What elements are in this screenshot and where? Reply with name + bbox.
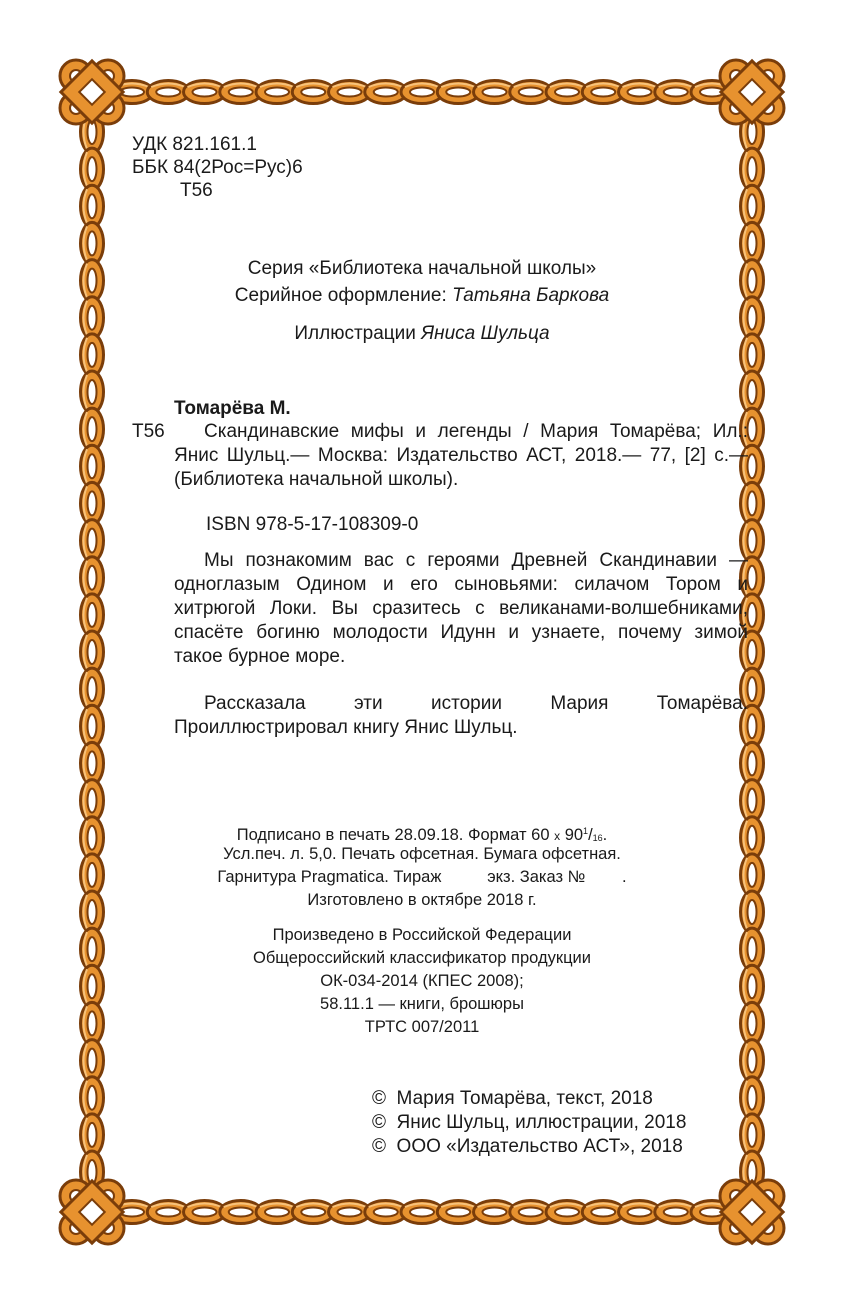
imprint-line-4: Изготовлено в октябре 2018 г. (307, 891, 537, 909)
production-line-1: Произведено в Российской Федерации (272, 926, 572, 944)
imprint-format-end: . (602, 826, 608, 844)
production-line-3: ОК-034-2014 (КПЕС 2008); (320, 972, 524, 990)
entry-description: Скандинавские мифы и легенды / Мария Томарёва; Ил.: Янис Шульц.— Москва: Издательство АСТ, 2018.— 77, [2] с.— (Библиотека начальной школы). (174, 421, 748, 490)
series-design-label: Серийное оформление: (234, 285, 453, 306)
illustrations-line (0, 322, 844, 346)
imprint-line-1: Подписано в печать 28.09.18. Формат 60 х $90^1/_{16}$. (236, 826, 608, 844)
bbk-code: ББК 84(2Рос=Рус)6 (132, 157, 303, 178)
entry-code: Т56 (132, 421, 165, 442)
series-design-line (0, 284, 844, 308)
imprint-format-90: 90 (564, 826, 584, 844)
annotation-paragraph-2: Рассказала эти истории Мария Томарёва. Проиллюстрировал книгу Янис Шульц. (174, 693, 748, 738)
production-line-4: 58.11.1 — книги, брошюры (320, 995, 524, 1013)
production-line-5: ТРТС 007/2011 (364, 1018, 480, 1036)
production-line-2: Общероссийский классификатор продукции (253, 949, 591, 967)
illustrations-name: Яниса Шульца (421, 323, 550, 344)
copyright-line-2: © Янис Шульц, иллюстрации, 2018 (372, 1112, 687, 1133)
series-line: Серия «Библиотека начальной школы» (247, 258, 597, 279)
imprint-format-x: х (554, 829, 561, 843)
copyright-line-1: © Мария Томарёва, текст, 2018 (372, 1088, 653, 1109)
entry-isbn: ISBN 978-5-17-108309-0 (206, 514, 419, 535)
imprint-line-2: Усл.печ. л. 5,0. Печать офсетная. Бумага офсетная. (223, 845, 621, 863)
annotation-paragraph-1: Мы познакомим вас с героями Древней Скандинавии — одноглазым Одином и его сыновьями: силачом Тором и хитрюгой Локи. Вы сразитесь с великанами-волшебниками, спасёте богиню молодости Идунн и узнаете, почему зимой такое бурное море. (174, 550, 748, 667)
corner-knot-top-left (60, 60, 124, 124)
udk-code: УДК 821.161.1 (132, 134, 257, 155)
corner-knot-bottom-left (60, 1180, 124, 1244)
copyright-line-3: © ООО «Издательство АСТ», 2018 (372, 1136, 683, 1157)
illustrations-label: Иллюстрации (294, 323, 422, 344)
imprint-format-num: 1 (583, 826, 589, 836)
corner-knot-bottom-right (720, 1180, 784, 1244)
imprint-format-den: 16 (592, 833, 603, 843)
corner-knot-top-right (720, 60, 784, 124)
imprint-signed: Подписано в печать 28.09.18. Формат 60 (236, 826, 550, 844)
imprint-line-3: Гарнитура Pragmatica. Тираж экз. Заказ № . (217, 868, 627, 886)
series-design-name: Татьяна Баркова (452, 285, 610, 306)
entry-author: Томарёва М. (174, 398, 291, 419)
author-mark: Т56 (180, 180, 213, 201)
